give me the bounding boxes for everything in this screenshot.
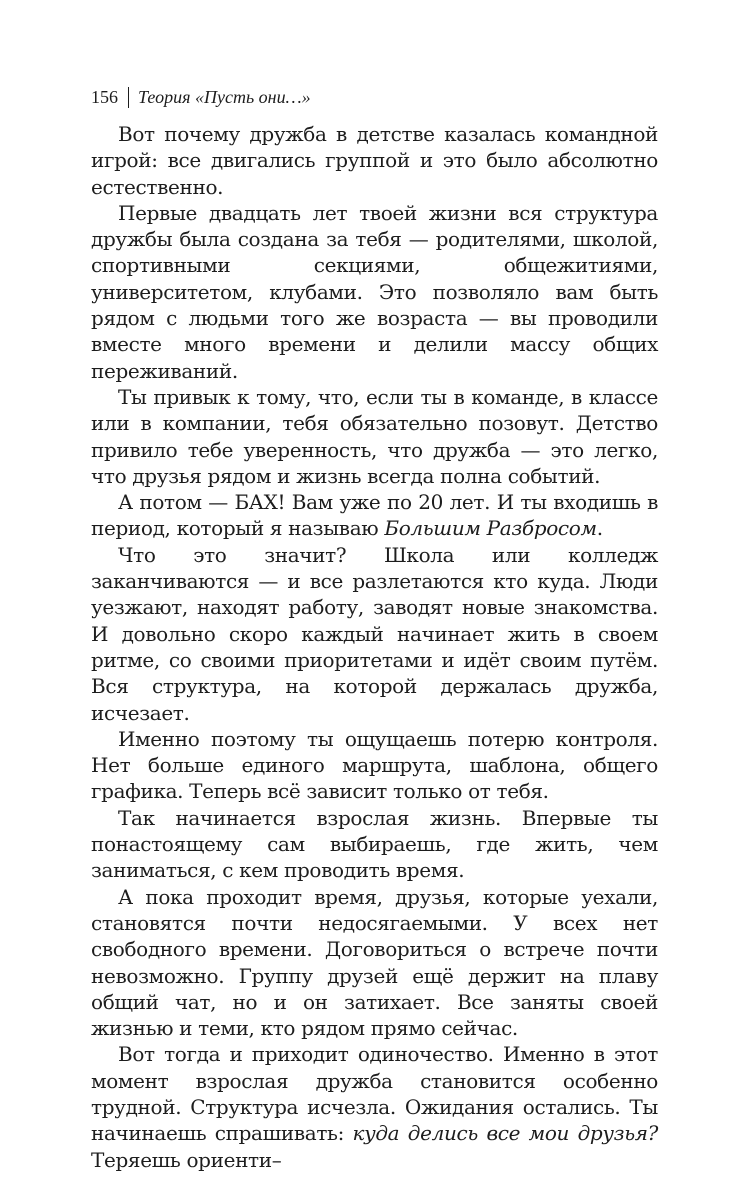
paragraph-4-italic: Большим Разбросом	[384, 516, 597, 541]
paragraph-7: Так начинается взрослая жизнь. Впервые ты понастоящему сам выбираешь, где жить, чем заниматься, с кем проводить время.	[91, 805, 658, 883]
paragraph-6: Именно поэтому ты ощущаешь потерю контроля. Нет больше единого маршрута, шаблона, общего графика. Теперь всё зависит только от тебя.	[91, 726, 658, 804]
paragraph-4-end: .	[596, 516, 603, 541]
paragraph-9-text: Вот тогда и приходит одиночество. Именно в этот момент взрослая дружба становится особенно трудной. Структура исчезла. Ожидания остались. Ты начинаешь спрашивать:	[91, 1042, 658, 1146]
running-header	[91, 85, 311, 109]
paragraph-8: А пока проходит время, друзья, которые уехали, становятся почти недосягаемыми. У всех нет свободного времени. Договориться о встрече почти невозможно. Группу друзей ещё держит на плаву общий чат, но и он затихает. Все заняты своей жизнью и теми, кто рядом прямо сейчас.	[91, 884, 658, 1041]
paragraph-9	[91, 1041, 658, 1172]
paragraph-4	[91, 489, 658, 542]
page-number: 156	[91, 87, 118, 107]
paragraph-4-text: А потом — БАХ! Вам уже по 20 лет. И ты входишь в период, который я называю	[91, 490, 658, 541]
header-divider	[128, 87, 129, 108]
page-body	[91, 121, 658, 1173]
paragraph-9-italic: куда делись все мои друзья?	[352, 1121, 658, 1146]
paragraph-3: Ты привык к тому, что, если ты в команде, в классе или в компании, тебя обязательно позовут. Детство привило тебе уверенность, что дружба — это легко, что друзья рядом и жизнь всегда полна событий.	[91, 384, 658, 488]
running-title: Теория «Пусть они…»	[138, 87, 311, 107]
paragraph-1: Вот почему дружба в детстве казалась командной игрой: все двигались группой и это было абсолютно естественно.	[91, 122, 658, 199]
paragraph-5: Что это значит? Школа или колледж заканчиваются — и все разлетаются кто куда. Люди уезжают, находят работу, заводят новые знакомства. И довольно скоро каждый начинает жить в своем ритме, со своими приоритетами и идёт своим путём. Вся структура, на которой держалась дружба, исчезает.	[91, 542, 658, 725]
paragraph-9-end: Теряешь ориенти–	[91, 1147, 282, 1172]
paragraph-2: Первые двадцать лет твоей жизни вся структура дружбы была создана за тебя — родителями, школой, спортивными секциями, общежитиями, университетом, клубами. Это позволяло вам быть рядом с людьми того же возраста — вы проводили вместе много времени и делили массу общих переживаний.	[91, 200, 658, 383]
